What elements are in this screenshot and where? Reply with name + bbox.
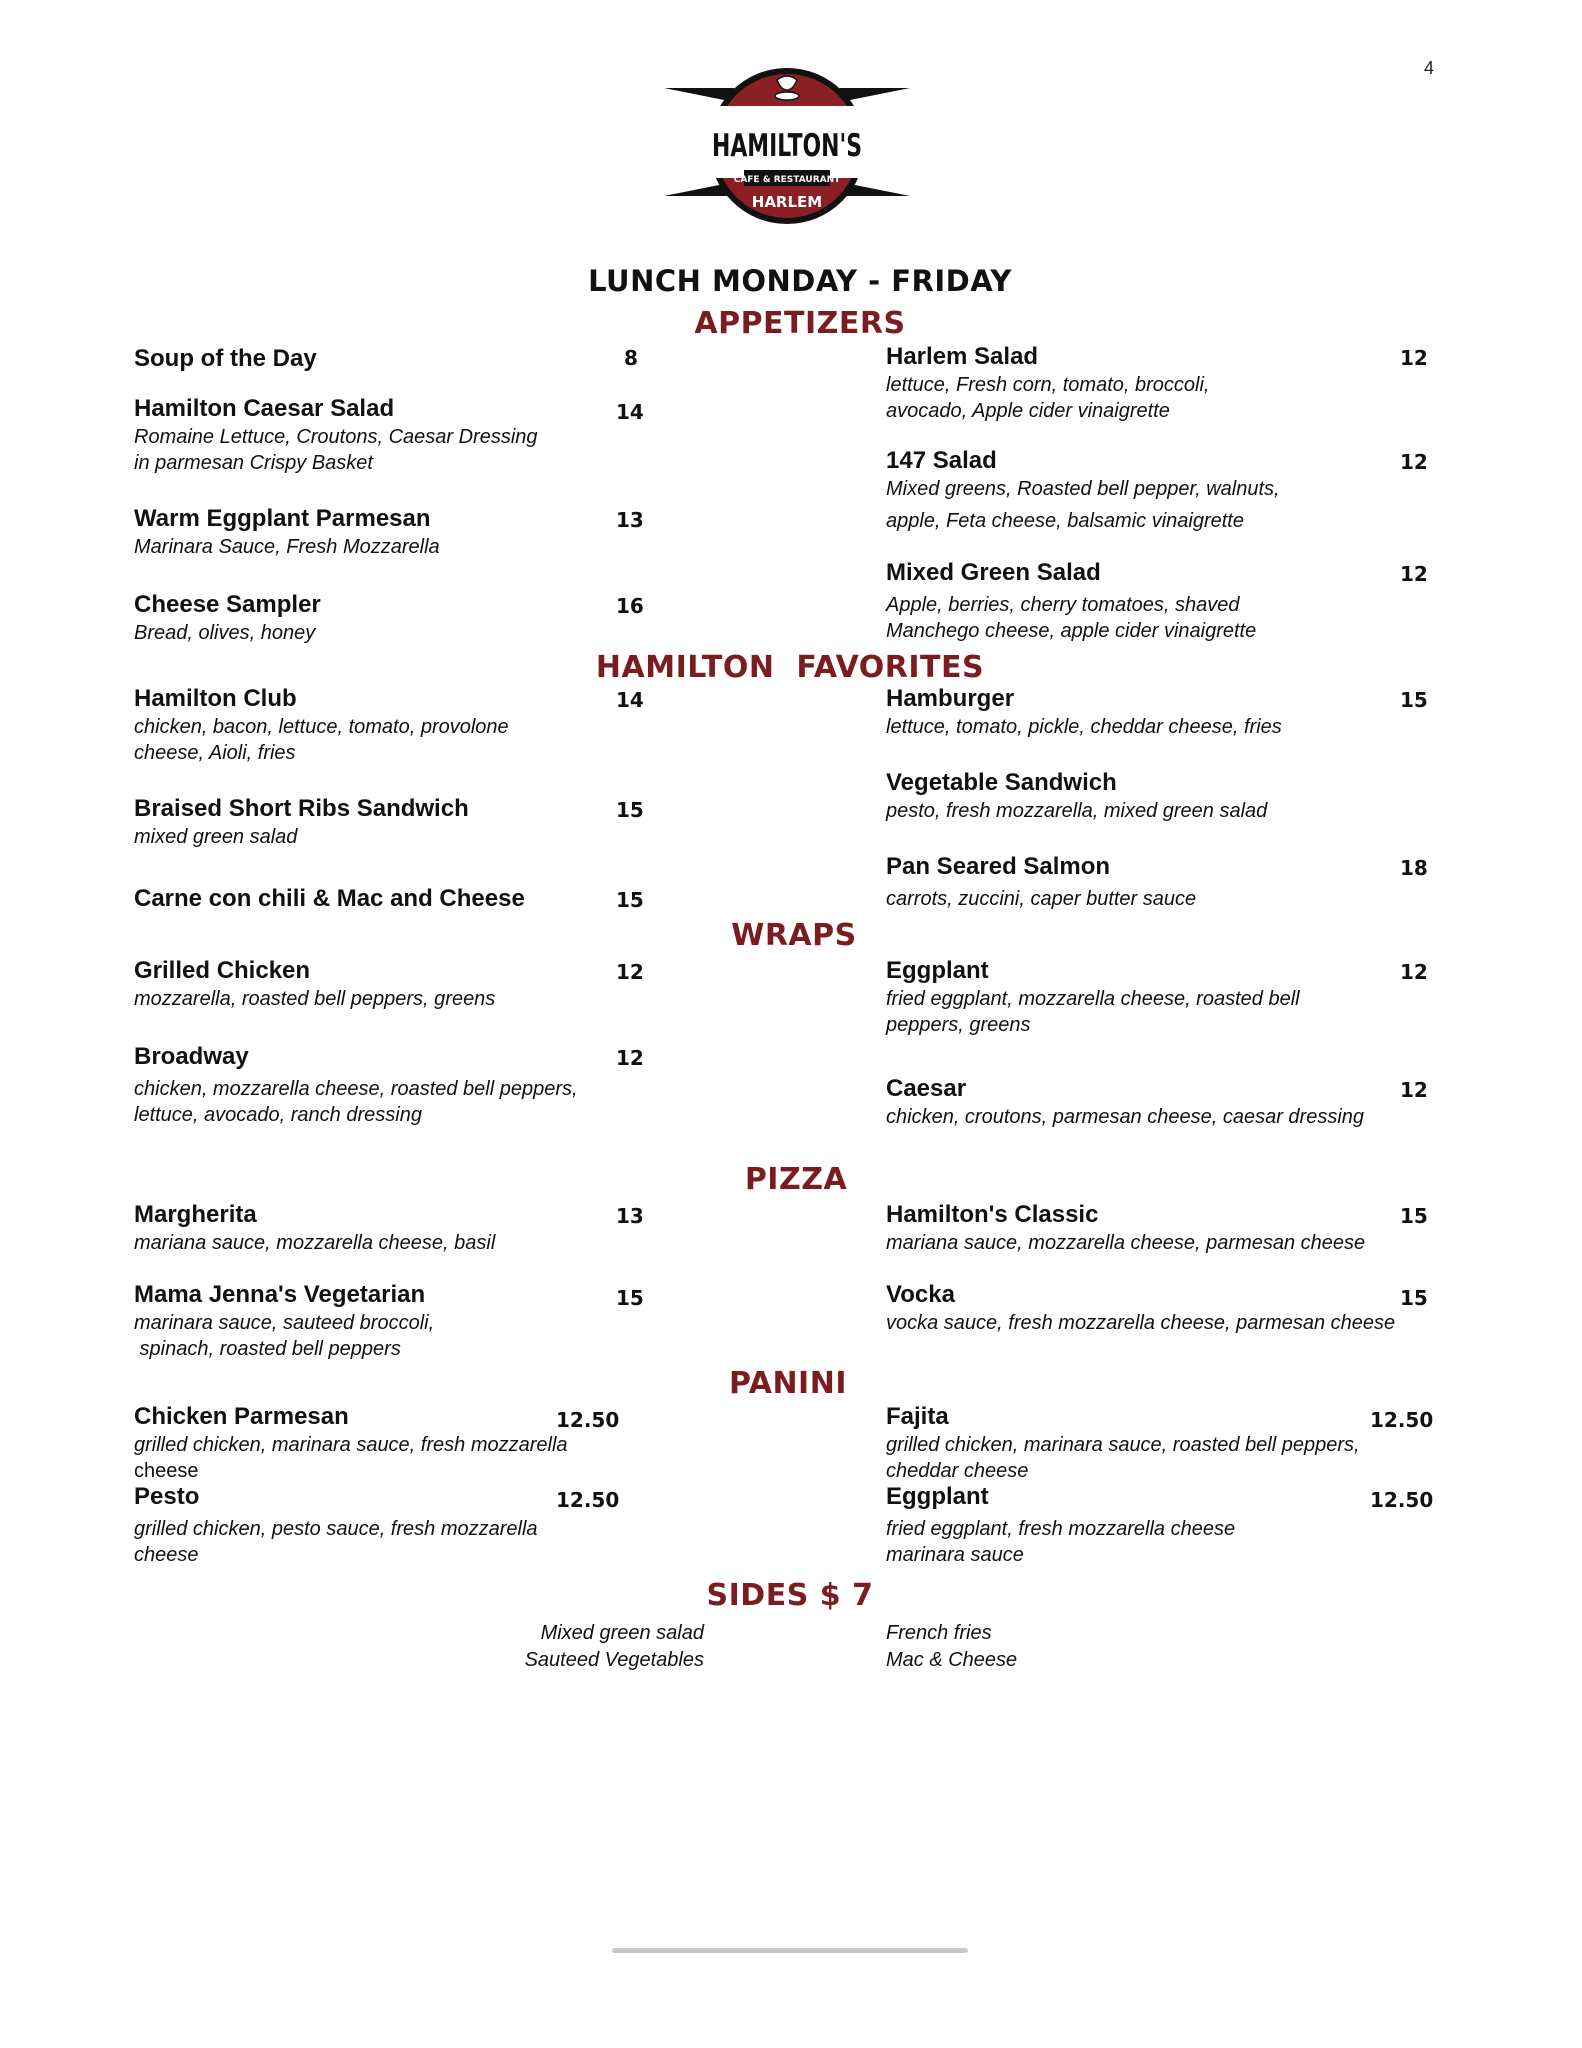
menu-item [886, 342, 1426, 424]
item-price: 15 [1400, 1286, 1428, 1310]
menu-heading: LUNCH MONDAY - FRIDAY [588, 264, 1012, 298]
item-name: Eggplant [886, 1483, 989, 1510]
item-name: Harlem Salad [886, 343, 1039, 370]
item-price: 12.50 [556, 1408, 620, 1432]
item-price: 15 [616, 798, 644, 822]
side-item: Sauteed Vegetables [524, 1649, 704, 1671]
logo-tagline: CAFE & RESTAURANT [733, 175, 841, 185]
menu-item [134, 1280, 674, 1362]
item-name: Carne con chili & Mac and Cheese [134, 885, 525, 912]
item-name: Hamilton's Classic [886, 1201, 1099, 1228]
menu-item [134, 884, 674, 914]
item-description: marinara sauce, sauteed broccoli, [134, 1312, 435, 1334]
item-description: mariana sauce, mozzarella cheese, basil [134, 1232, 496, 1254]
item-price: 15 [616, 1286, 644, 1310]
item-description: spinach, roasted bell peppers [134, 1338, 401, 1360]
menu-item [134, 794, 674, 850]
item-name: Hamilton Club [134, 685, 297, 712]
item-description: Apple, berries, cherry tomatoes, shaved [886, 594, 1240, 616]
item-name: Chicken Parmesan [134, 1403, 349, 1430]
menu-item [886, 1074, 1446, 1130]
item-description: grilled chicken, pesto sauce, fresh mozzarella [134, 1518, 538, 1540]
item-description: lettuce, Fresh corn, tomato, broccoli, [886, 374, 1210, 396]
item-name: Fajita [886, 1403, 949, 1430]
item-description: lettuce, avocado, ranch dressing [134, 1104, 422, 1126]
item-description: Marinara Sauce, Fresh Mozzarella [134, 536, 440, 558]
page-number: 4 [1424, 58, 1435, 78]
menu-item [134, 504, 674, 560]
item-description: cheese, Aioli, fries [134, 742, 296, 764]
item-name: Warm Eggplant Parmesan [134, 505, 431, 532]
side-list-right [886, 1620, 1017, 1674]
item-price: 13 [616, 508, 644, 532]
section-title-wraps: WRAPS [731, 918, 857, 953]
logo-location: HARLEM [751, 193, 823, 211]
item-price: 12 [1400, 1078, 1428, 1102]
item-description: vocka sauce, fresh mozzarella cheese, parmesan cheese [886, 1312, 1396, 1334]
item-description: Mixed greens, Roasted bell pepper, walnuts, [886, 478, 1280, 500]
menu-item [886, 956, 1426, 1038]
item-description: Romaine Lettuce, Croutons, Caesar Dressing [134, 426, 538, 448]
menu-item [134, 956, 674, 1012]
item-name: Pan Seared Salmon [886, 853, 1111, 880]
item-description: peppers, greens [886, 1014, 1031, 1036]
item-price: 14 [616, 400, 644, 424]
restaurant-logo [664, 66, 910, 236]
item-description: marinara sauce [886, 1544, 1024, 1566]
menu-item [886, 768, 1426, 824]
section-title-panini: PANINI [729, 1366, 847, 1401]
item-price: 12.50 [556, 1488, 620, 1512]
item-name: Vegetable Sandwich [886, 769, 1117, 796]
item-price: 12 [1400, 346, 1428, 370]
item-description: apple, Feta cheese, balsamic vinaigrette [886, 510, 1244, 532]
menu-item [886, 1280, 1446, 1336]
item-price: 13 [616, 1204, 644, 1228]
menu-item [886, 1200, 1446, 1256]
item-price: 12.50 [1370, 1408, 1434, 1432]
menu-item [886, 852, 1426, 912]
item-name: Mama Jenna's Vegetarian [134, 1281, 426, 1308]
item-description: grilled chicken, marinara sauce, roasted bell peppers, [886, 1434, 1360, 1456]
item-price: 8 [624, 346, 638, 370]
item-description: carrots, zuccini, caper butter sauce [886, 888, 1197, 910]
page-divider [612, 1948, 968, 1953]
item-name: Hamilton Caesar Salad [134, 395, 395, 422]
item-name: Broadway [134, 1043, 249, 1070]
item-description: fried eggplant, fresh mozzarella cheese [886, 1518, 1236, 1540]
menu-item [134, 344, 674, 374]
item-name: Mixed Green Salad [886, 559, 1101, 586]
menu-item [134, 684, 674, 766]
logo-name: HAMILTON'S [712, 128, 862, 164]
item-name: Margherita [134, 1201, 257, 1228]
side-list-left [404, 1620, 704, 1674]
menu-item [134, 394, 674, 476]
section-title-sides: SIDES $ 7 [706, 1578, 874, 1613]
item-price: 14 [616, 688, 644, 712]
side-item: French fries [886, 1622, 992, 1644]
item-price: 15 [1400, 1204, 1428, 1228]
section-title-appetizers: APPETIZERS [694, 306, 906, 341]
item-description: Manchego cheese, apple cider vinaigrette [886, 620, 1257, 642]
item-description: pesto, fresh mozzarella, mixed green salad [886, 800, 1268, 822]
item-price: 16 [616, 594, 644, 618]
item-description: chicken, croutons, parmesan cheese, caesar dressing [886, 1106, 1365, 1128]
section-title-favorites: HAMILTON FAVORITES [595, 650, 985, 685]
menu-item [886, 1482, 1426, 1568]
menu-item [886, 446, 1426, 534]
item-description: cheese [134, 1460, 199, 1482]
item-price: 12 [616, 1046, 644, 1070]
item-description: cheese [134, 1544, 199, 1566]
item-name: Eggplant [886, 957, 989, 984]
menu-item [134, 1200, 674, 1256]
item-price: 12 [1400, 450, 1428, 474]
item-description: lettuce, tomato, pickle, cheddar cheese, fries [886, 716, 1282, 738]
item-description: fried eggplant, mozzarella cheese, roasted bell [886, 988, 1300, 1010]
item-name: Cheese Sampler [134, 591, 321, 618]
item-description: mixed green salad [134, 826, 298, 848]
item-description: avocado, Apple cider vinaigrette [886, 400, 1170, 422]
item-description: chicken, mozzarella cheese, roasted bell peppers, [134, 1078, 578, 1100]
item-description: cheddar cheese [886, 1460, 1029, 1482]
item-name: Hamburger [886, 685, 1015, 712]
item-price: 18 [1400, 856, 1428, 880]
item-description: chicken, bacon, lettuce, tomato, provolone [134, 716, 509, 738]
item-price: 15 [616, 888, 644, 912]
menu-item [134, 590, 674, 646]
item-price: 12 [1400, 562, 1428, 586]
side-item: Mixed green salad [540, 1622, 704, 1644]
item-name: Braised Short Ribs Sandwich [134, 795, 469, 822]
menu-item [886, 684, 1426, 740]
item-price: 12.50 [1370, 1488, 1434, 1512]
item-name: Vocka [886, 1281, 955, 1308]
item-name: Caesar [886, 1075, 967, 1102]
item-name: Soup of the Day [134, 345, 317, 372]
item-description: in parmesan Crispy Basket [134, 452, 373, 474]
menu-item [886, 558, 1426, 644]
section-title-pizza: PIZZA [744, 1162, 848, 1197]
item-price: 15 [1400, 688, 1428, 712]
item-description: grilled chicken, marinara sauce, fresh mozzarella [134, 1434, 568, 1456]
item-description: Bread, olives, honey [134, 622, 316, 644]
item-description: mariana sauce, mozzarella cheese, parmesan cheese [886, 1232, 1366, 1254]
item-description: mozzarella, roasted bell peppers, greens [134, 988, 496, 1010]
item-price: 12 [616, 960, 644, 984]
item-name: 147 Salad [886, 447, 997, 474]
item-name: Pesto [134, 1483, 200, 1510]
menu-item [134, 1042, 674, 1128]
side-item: Mac & Cheese [886, 1649, 1018, 1671]
item-price: 12 [1400, 960, 1428, 984]
menu-item [886, 1402, 1446, 1484]
item-name: Grilled Chicken [134, 957, 311, 984]
